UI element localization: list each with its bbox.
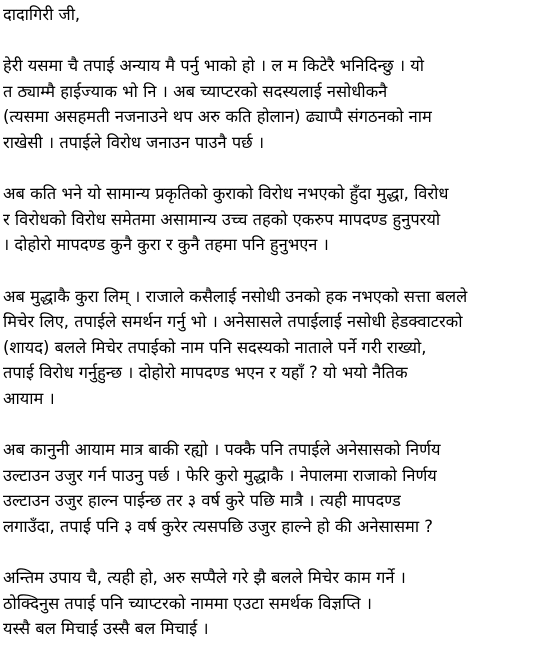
paragraph-line: यस्सै बल मिचाई उस्सै बल मिचाई । [3, 619, 209, 639]
paragraph-line: उल्टाउन उजुर हाल्न पाईन्छ तर ३ वर्ष कुरे पछि मात्रै । त्यही मापदण्ड [3, 491, 401, 511]
letter-body [3, 2, 548, 642]
paragraph-line: लगाउँदा, तपाई पनि ३ वर्ष कुरेर त्यसपछि उजुर हाल्ने हो की अनेसासमा ? [3, 516, 433, 536]
paragraph-line: ठोक्दिनुस तपाई पनि च्याप्टरको नाममा एउटा समर्थक विज्ञप्ति । [3, 593, 373, 613]
letter-greeting: दादागिरी जी, [3, 5, 81, 24]
paragraph-line: उल्टाउन उजुर गर्न पाउनु पर्छ । फेरि कुरो मुद्धाकै । नेपालमा राजाको निर्णय [3, 465, 437, 485]
paragraph-line: राखेसी । तपाईले विरोध जनाउन पाउनै पर्छ । [3, 132, 265, 152]
paragraph-line: र विरोधको विरोध समेतमा असामान्य उच्च तहको एकरुप मापदण्ड हुनुपरयो [3, 209, 441, 229]
paragraph-line: अब मुद्धाकै कुरा लिम् । राजाले कसैलाई नसोधी उनको हक नभएको सत्ता बलले [3, 286, 468, 306]
paragraph-line: (शायद) बलले मिचेर तपाईको नाम पनि सदस्यको नाताले पर्ने गरी राख्यो, [3, 337, 427, 357]
paragraph-3 [3, 284, 548, 412]
paragraph-line: त ठ्याम्मै हाईज्याक भो नि । अब च्याप्टरको सदस्यलाई नसोधीकनै [3, 81, 388, 101]
paragraph-line: हेरी यसमा चै तपाई अन्याय मै पर्नु भाको हो । ल म किटेरै भनिदिन्छु । यो [3, 56, 425, 76]
paragraph-line: (त्यसमा असहमती नजनाउने थप अरु कति होलान) ढ्याप्पै संगठनको नाम [3, 107, 432, 127]
paragraph-4 [3, 437, 548, 539]
paragraph-5 [3, 565, 548, 642]
paragraph-line: अब कति भने यो सामान्य प्रकृतिको कुराको विरोध नभएको हुँदा मुद्धा, विरोध [3, 184, 449, 204]
paragraph-line: । दोहोरो मापदण्ड कुनै कुरा र कुनै तहमा पनि हुनुभएन । [3, 235, 329, 255]
paragraph-line: आयाम । [3, 388, 55, 408]
paragraph-line: अब कानुनी आयाम मात्र बाकी रह्यो । पक्कै पनि तपाईले अनेसासको निर्णय [3, 440, 441, 460]
paragraph-line: तपाई विरोध गर्नुहुन्छ । दोहोरो मापदण्ड भएन र यहाँ ? यो भयो नैतिक [3, 363, 408, 383]
paragraph-1 [3, 53, 548, 155]
paragraph-line: मिचेर लिए, तपाईले समर्थन गर्नु भो । अनेसासले तपाईलाई नसोधी हेडक्वाटरको [3, 312, 463, 332]
paragraph-2 [3, 181, 548, 258]
paragraph-line: अन्तिम उपाय चै, त्यही हो, अरु सप्पैले गरे झै बलले मिचेर काम गर्ने । [3, 568, 406, 588]
